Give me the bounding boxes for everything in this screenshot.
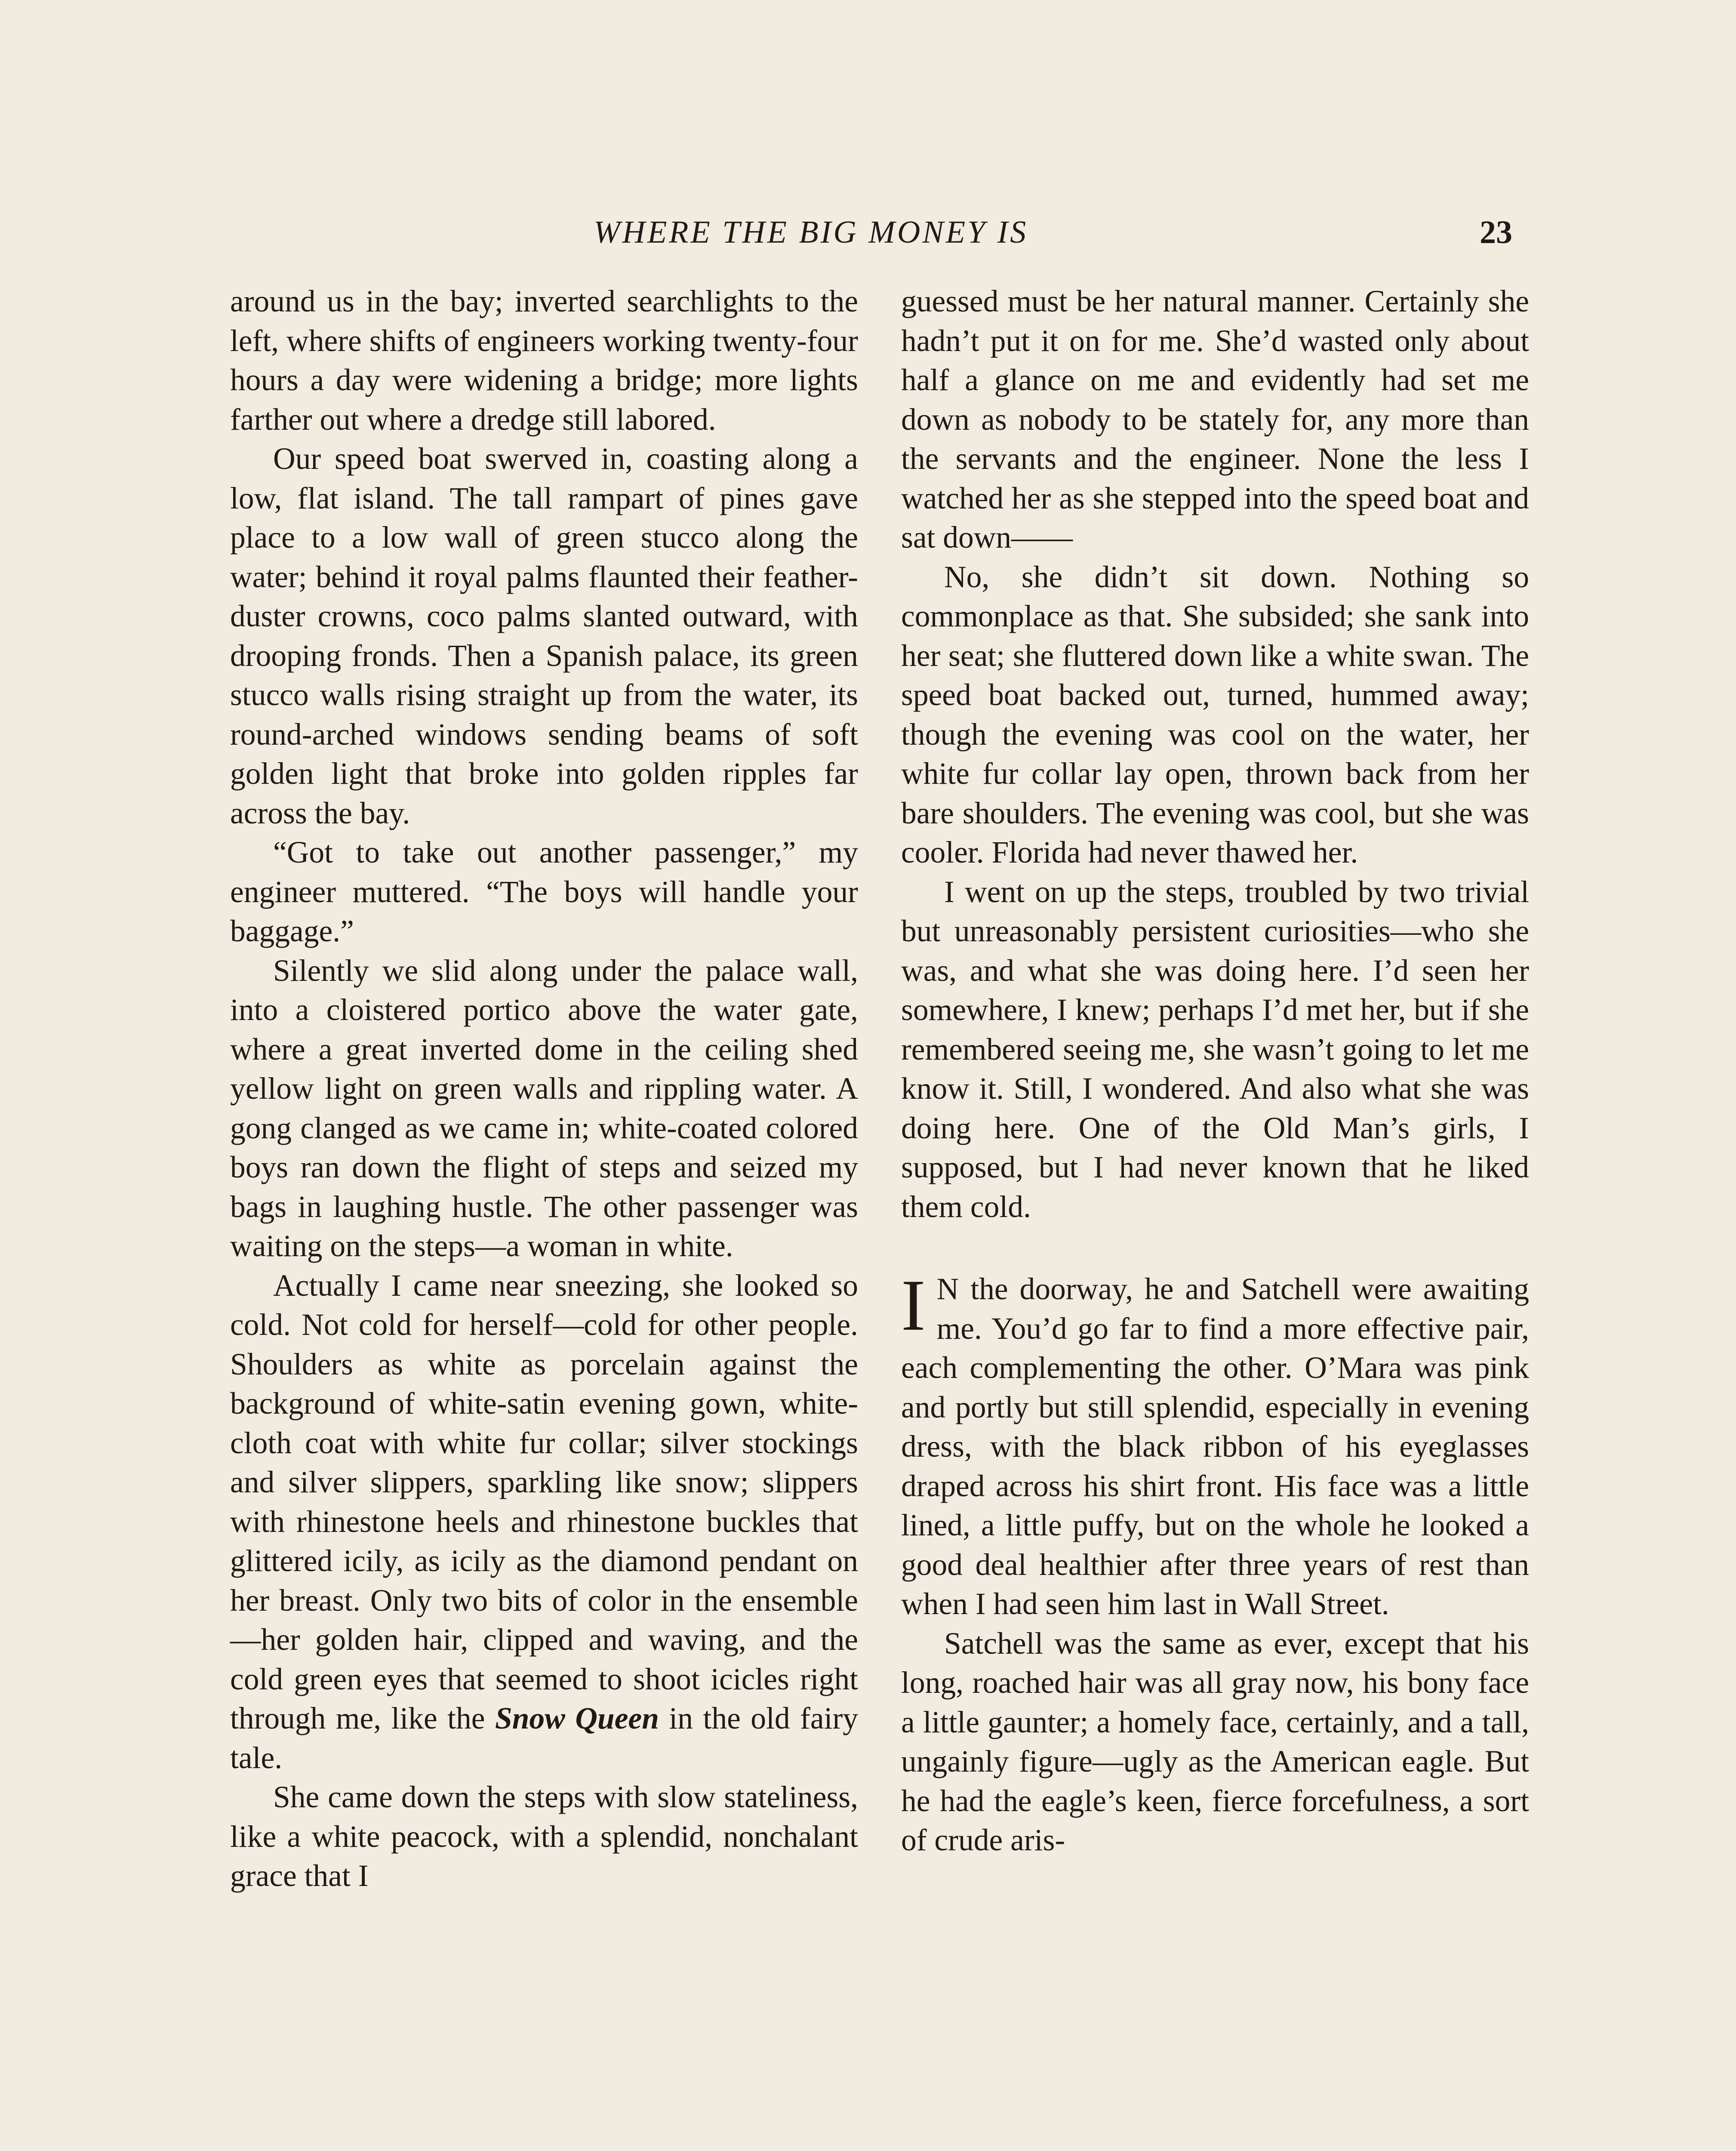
paragraph: She came down the steps with slow stateliness, like a white peacock, with a splendid, nonchalant grace that I [230, 1780, 858, 1893]
drop-cap: I [901, 1265, 926, 1346]
text-run: Actually I came near sneezing, she looked so cold. Not cold for herself—cold for other people. Shoulders as white as porcelain against the background of white-satin evening gown, white-cloth coat with white fur collar; silver stockings and silver slippers, sparkling like snow; slippers with rhinestone heels and rhinestone buckles that glittered icily, as icily as the diamond pendant on her breast. Only two bits of color in the ensemble—her golden hair, clipped and waving, and the cold green eyes that seemed to shoot icicles right through me, like the [230, 1268, 858, 1735]
paragraph: No, she didn’t sit down. Nothing so commonplace as that. She subsided; she sank into her seat; she fluttered down like a white swan. The speed boat backed out, turned, hummed away; though the evening was cool on the water, her white fur collar lay open, thrown back from her bare shoulders. The evening was cool, but she was cooler. Florida had never thawed her. [901, 560, 1529, 869]
book-title-italic: Snow Queen [495, 1701, 659, 1735]
page-header [0, 206, 1736, 258]
paragraph: I went on up the steps, troubled by two trivial but unreasonably persistent curiosities—who she was, and what she was doing here. I’d seen her somewhere, I knew; perhaps I’d met her, but if she remembered seeing me, she wasn’t going to let me know it. Still, I wondered. And also what she was doing here. One of the Old Man’s girls, I supposed, but I had never known that he liked them cold. [901, 875, 1529, 1224]
section-start-paragraph [901, 1265, 1529, 1624]
paragraph: “Got to take out another passenger,” my engineer muttered. “The boys will handle your baggage.” [230, 835, 858, 948]
paragraph: Our speed boat swerved in, coasting along a low, flat island. The tall rampart of pines gave place to a low wall of green stucco along the water; behind it royal palms flaunted their feather-duster crowns, coco palms slanted outward, with drooping fronds. Then a Spanish palace, its green stucco walls rising straight up from the water, its round-arched windows sending beams of soft golden light that broke into golden ripples far across the bay. [230, 442, 858, 830]
paragraph: around us in the bay; inverted searchlights to the left, where shifts of engineers working twenty-four hours a day were widening a bridge; more lights farther out where a dredge still labored. [230, 284, 858, 437]
paragraph: guessed must be her natural manner. Certainly she hadn’t put it on for me. She’d wasted only about half a glance on me and evidently had set me down as nobody to be stately for, any more than the servants and the engineer. None the less I watched her as she stepped into the speed boat and sat down—— [901, 284, 1529, 555]
text-run: N the doorway, he and Satchell were awaiting me. You’d go far to find a more effective pair, each complementing the other. O’Mara was pink and portly but still splendid, especially in evening dress, with the black ribbon of his eyeglasses draped across his shirt front. His face was a little lined, a little puffy, but on the whole he looked a good deal healthier after three years of rest than when I had seen him last in Wall Street. [901, 1272, 1529, 1621]
paragraph: Satchell was the same as ever, except that his long, roached hair was all gray now, his bony face a little gaunter; a homely face, certainly, and a tall, ungainly figure—ugly as the American eagle. But he had the eagle’s keen, fierce forcefulness, a sort of crude aris- [901, 1626, 1529, 1857]
page-number: 23 [1480, 214, 1512, 250]
left-column [230, 282, 858, 1896]
paragraph [230, 1266, 858, 1778]
right-column [901, 282, 1529, 1860]
running-title: WHERE THE BIG MONEY IS [594, 215, 1028, 250]
paragraph: Silently we slid along under the palace wall, into a cloistered portico above the water gate, where a great inverted dome in the ceiling shed yellow light on green walls and rippling water. A gong clanged as we came in; white-coated colored boys ran down the flight of steps and seized my bags in laughing hustle. The other passenger was waiting on the steps—a woman in white. [230, 953, 858, 1263]
text-run: in the old fairy tale. [230, 1701, 858, 1775]
